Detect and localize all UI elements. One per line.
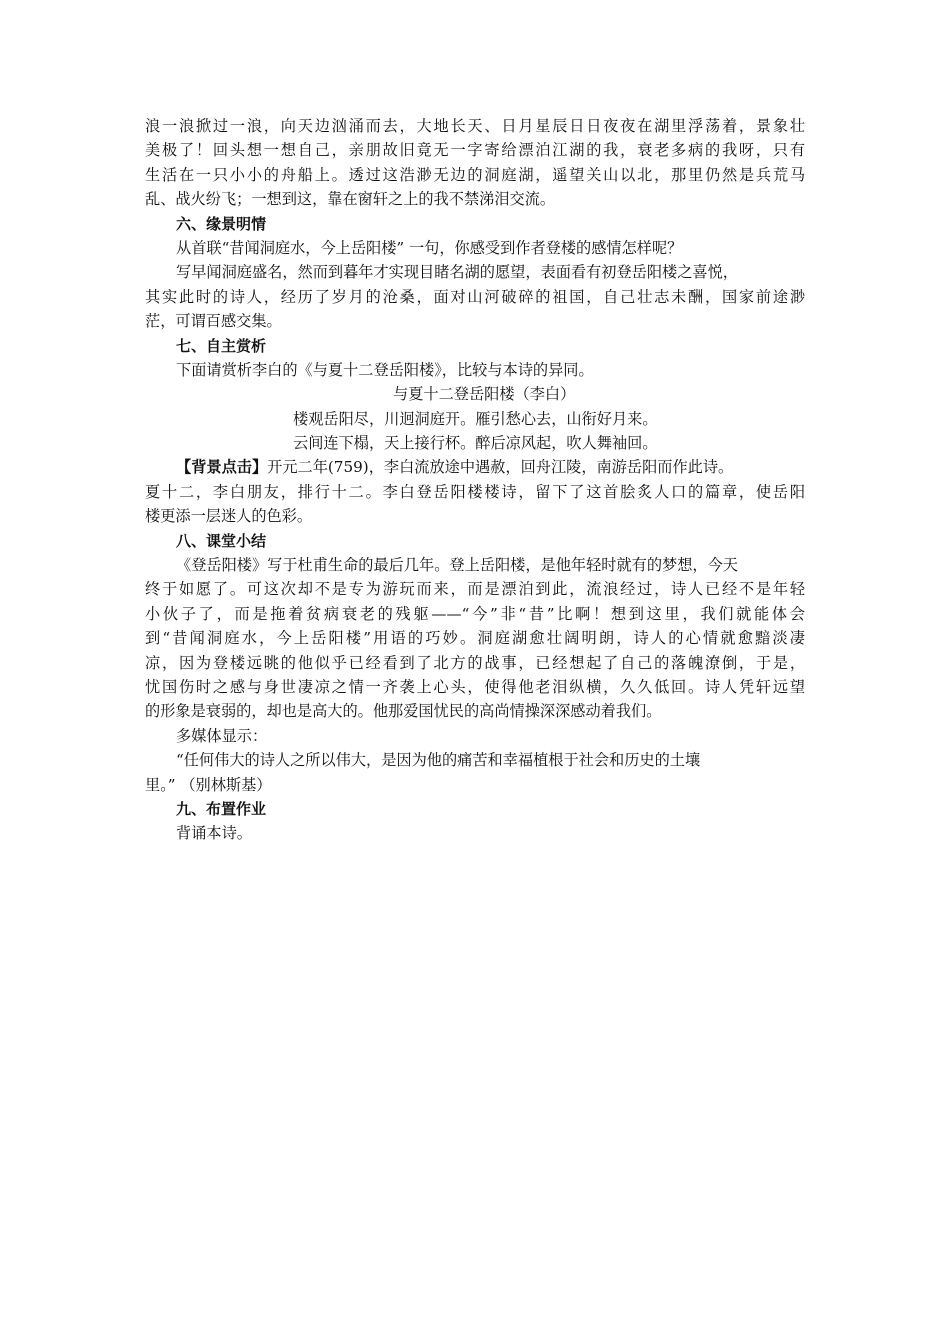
paragraph-line: 到“昔闻洞庭水，今上岳阳楼”用语的巧妙。洞庭湖愈壮阔明朗，诗人的心情就愈黯淡凄 (145, 629, 805, 648)
answer-paragraph (145, 260, 805, 333)
paragraph-line: 《登岳阳楼》写于杜甫生命的最后几年。登上岳阳楼，是他年轻时就有的梦想，今天 (176, 556, 738, 575)
section-heading-9: 九、布置作业 (176, 799, 267, 818)
paragraph-line: 生活在一只小小的舟船上。透过这浩渺无边的洞庭湖，遥望关山以北，那里仍然是兵荒马 (145, 165, 805, 184)
section-heading-8: 八、课堂小结 (176, 531, 267, 550)
media-label: 多媒体显示： (176, 726, 268, 745)
background-paragraph (145, 455, 805, 528)
paragraph-line: 凉，因为登楼远眺的他似乎已经看到了北方的战事，已经想起了自己的落魄潦倒，于是， (145, 653, 805, 672)
background-text: 开元二年(759)，李白流放途中遇赦，回舟江陵，南游岳阳而作此诗。 (267, 458, 734, 477)
paragraph-line: 夏十二，李白朋友，排行十二。李白登岳阳楼楼诗，留下了这首脍炙人口的篇章，使岳阳 (145, 482, 805, 501)
paragraph-line: 忧国伤时之感与身世凄凉之情一齐袭上心头，使得他老泪纵横，久久低回。诗人凭轩远望 (145, 677, 805, 696)
poem-title: 与夏十二登岳阳楼（李白） (393, 385, 576, 404)
paragraph-line: 小伙子了，而是拖着贫病衰老的残躯——“今”非“昔”比啊！想到这里，我们就能体会 (145, 604, 805, 623)
paragraph-line: 茫，可谓百感交集。 (145, 312, 282, 331)
quote-paragraph (145, 748, 805, 797)
background-label: 【背景点击】 (176, 458, 268, 477)
section-heading-6: 六、缘景明情 (176, 214, 267, 233)
quote-line: 里。” （别林斯基） (145, 775, 272, 794)
paragraph-line: 乱、战火纷飞；一想到这，靠在窗轩之上的我不禁涕泪交流。 (145, 190, 556, 209)
document-page (145, 114, 805, 846)
summary-paragraph (145, 553, 805, 724)
intro-paragraph (145, 114, 805, 212)
homework-text: 背诵本诗。 (176, 824, 252, 843)
paragraph-line: 楼更添一层迷人的色彩。 (145, 507, 313, 526)
paragraph-line: 浪一浪掀过一浪，向天边汹涌而去，大地长天、日月星辰日日夜夜在湖里浮荡着，景象壮 (145, 117, 805, 135)
question-text: 从首联“昔闻洞庭水，今上岳阳楼” 一句，你感受到作者登楼的感情怎样呢？ (176, 238, 683, 257)
paragraph-line: 其实此时的诗人，经历了岁月的沧桑，面对山河破碎的祖国，自己壮志未酬，国家前途渺 (145, 287, 805, 306)
poem-line: 楼观岳阳尽，川迥洞庭开。雁引愁心去，山衔好月来。 (293, 409, 658, 428)
instruction-text: 下面请赏析李白的《与夏十二登岳阳楼》，比较与本诗的异同。 (176, 360, 594, 379)
paragraph-line (145, 455, 805, 479)
quote-line: “任何伟大的诗人之所以伟大，是因为他的痛苦和幸福植根于社会和历史的土壤 (176, 751, 701, 770)
paragraph-line: 写早闻洞庭盛名，然而到暮年才实现目睹名湖的愿望，表面看有初登岳阳楼之喜悦， (176, 263, 738, 282)
paragraph-line: 终于如愿了。可这次却不是专为游玩而来，而是漂泊到此，流浪经过，诗人已经不是年轻 (145, 580, 805, 599)
paragraph-line: 美极了！回头想一想自己，亲朋故旧竟无一字寄给漂泊江湖的我，衰老多病的我呀，只有 (145, 141, 805, 160)
poem-line: 云间连下榻，天上接行杯。醉后凉风起，吹人舞袖回。 (293, 434, 658, 453)
section-heading-7: 七、自主赏析 (176, 336, 267, 355)
paragraph-line: 的形象是衰弱的，却也是高大的。他那爱国忧民的高尚情操深深感动着我们。 (145, 702, 662, 721)
